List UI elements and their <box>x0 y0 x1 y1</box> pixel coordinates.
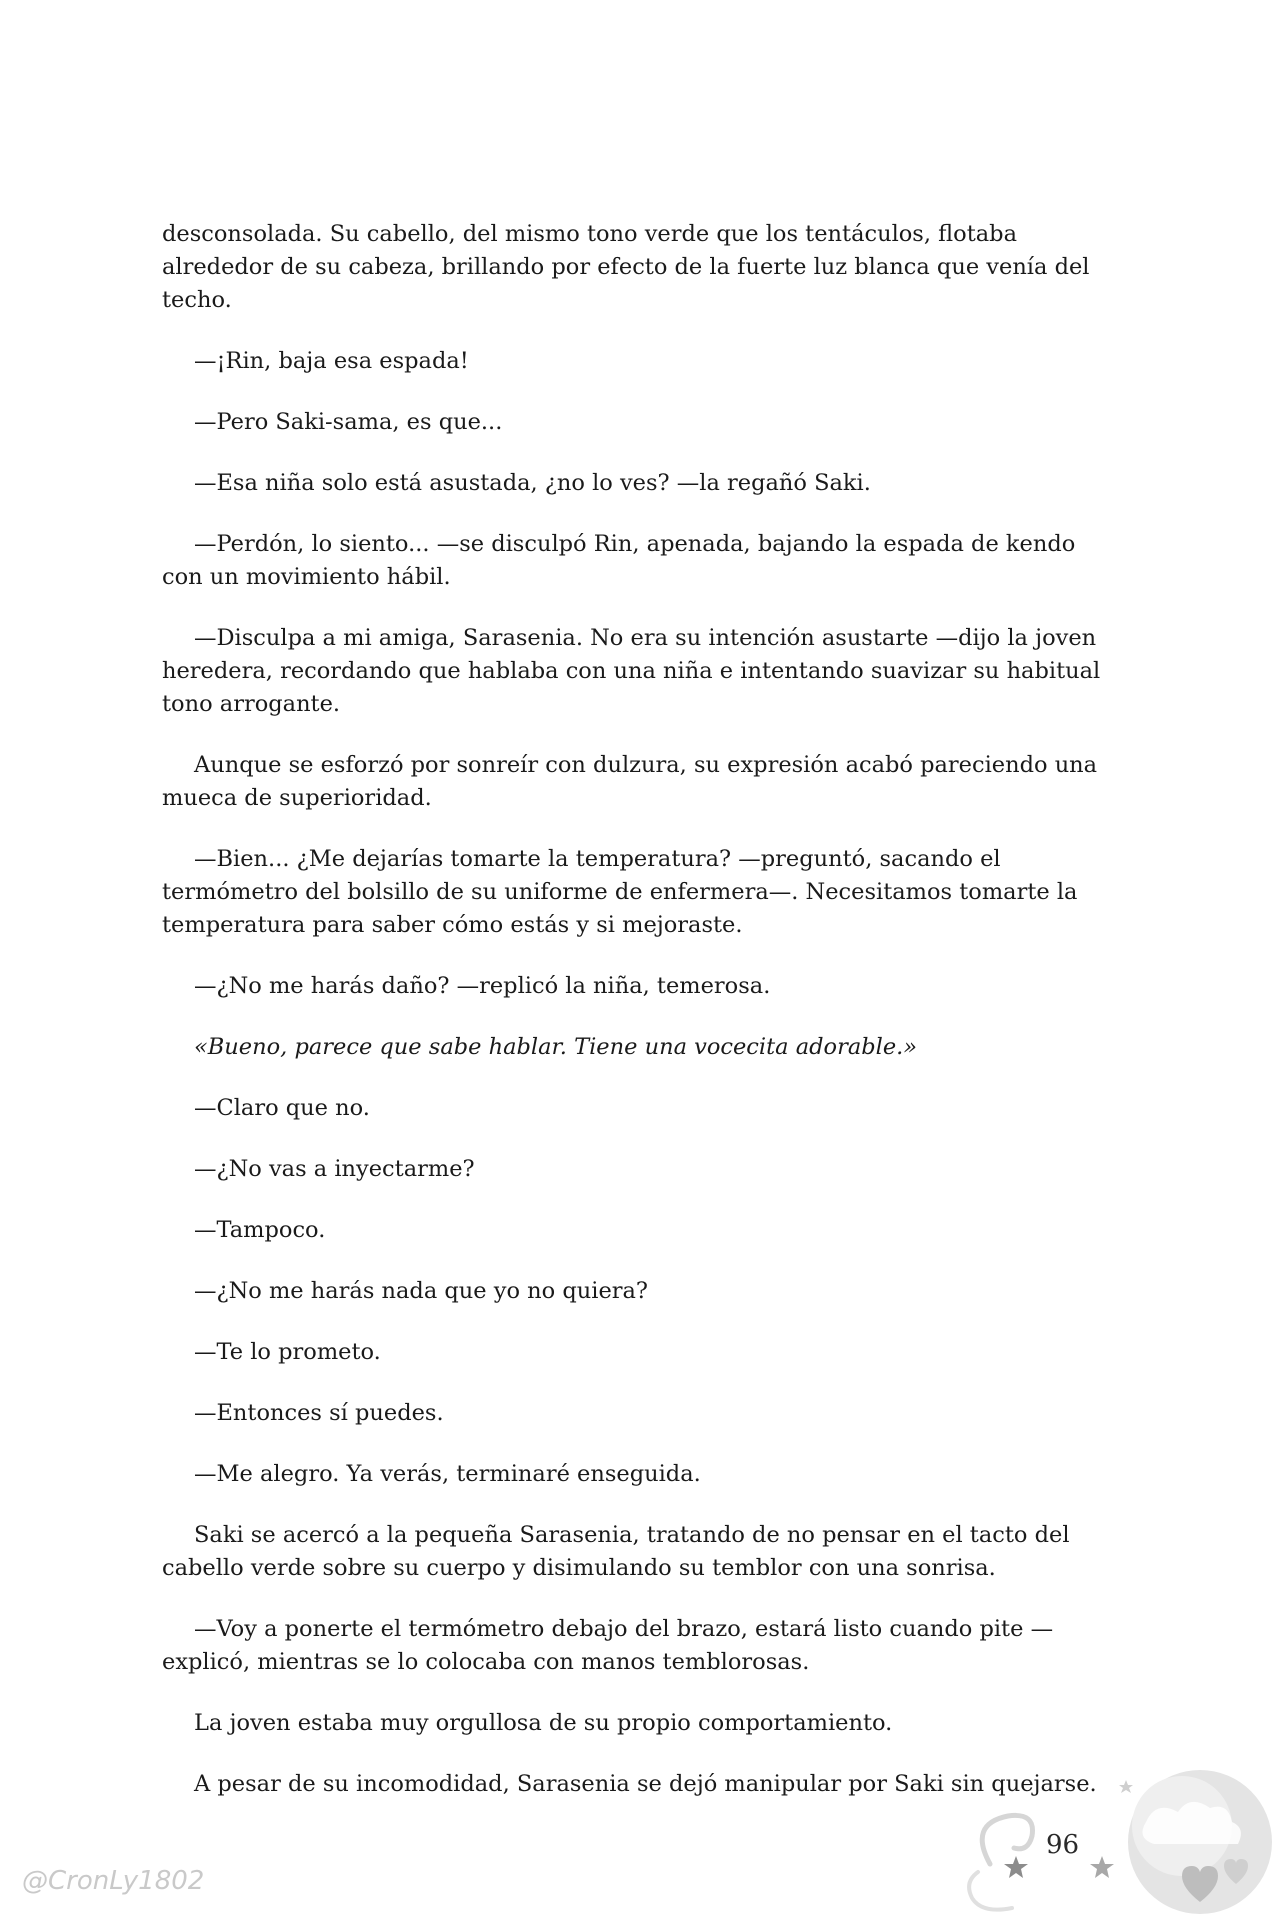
paragraph: «Bueno, parece que sabe hablar. Tiene una vocecita adorable.» <box>194 1034 918 1060</box>
paragraph: —Tampoco. <box>194 1217 326 1243</box>
page-ornament <box>950 1752 1280 1922</box>
paragraph: —¿No me harás nada que yo no quiera? <box>194 1278 648 1304</box>
document-body <box>162 218 1122 1829</box>
paragraph: La joven estaba muy orgullosa de su propio comportamiento. <box>194 1710 893 1736</box>
paragraph: —Te lo prometo. <box>194 1339 381 1365</box>
paragraph: —Bien... ¿Me dejarías tomarte la temperatura? —preguntó, sacando el termómetro del bolsillo de su uniforme de enfermera—. Necesitamos tomarte la temperatura para saber cómo estás y si mejoraste. <box>162 846 1078 938</box>
paragraph: —Claro que no. <box>194 1095 370 1121</box>
paragraph: —Entonces sí puedes. <box>194 1400 444 1426</box>
paragraph: —Esa niña solo está asustada, ¿no lo ves? —la regañó Saki. <box>194 470 871 496</box>
watermark: @CronLy1802 <box>22 1866 205 1896</box>
paragraph: Saki se acercó a la pequeña Sarasenia, tratando de no pensar en el tacto del cabello verde sobre su cuerpo y disimulando su temblor con una sonrisa. <box>162 1522 1070 1581</box>
paragraph: —¿No me harás daño? —replicó la niña, temerosa. <box>194 973 771 999</box>
paragraph: —¿No vas a inyectarme? <box>194 1156 475 1182</box>
swirl-ornament <box>969 1872 1012 1910</box>
paragraph: A pesar de su incomodidad, Sarasenia se dejó manipular por Saki sin quejarse. <box>194 1771 1097 1797</box>
page-number: 96 <box>1046 1830 1080 1860</box>
paragraph: —Pero Saki-sama, es que... <box>194 409 503 435</box>
paragraph: desconsolada. Su cabello, del mismo tono verde que los tentáculos, flotaba alrededor de su cabeza, brillando por efecto de la fuerte luz blanca que venía del techo. <box>162 221 1090 313</box>
paragraph: —Voy a ponerte el termómetro debajo del brazo, estará listo cuando pite —explicó, mientras se lo colocaba con manos temblorosas. <box>162 1616 1054 1675</box>
paragraph: —¡Rin, baja esa espada! <box>194 348 469 374</box>
star-icon <box>1090 1856 1114 1878</box>
star-icon <box>1004 1856 1028 1878</box>
paragraph: —Disculpa a mi amiga, Sarasenia. No era su intención asustarte —dijo la joven heredera, recordando que hablaba con una niña e intentando suavizar su habitual tono arrogante. <box>162 625 1101 717</box>
star-icon <box>1119 1780 1133 1793</box>
paragraph: —Me alegro. Ya verás, terminaré enseguida. <box>194 1461 701 1487</box>
paragraph: —Perdón, lo siento... —se disculpó Rin, apenada, bajando la espada de kendo con un movimiento hábil. <box>162 531 1076 590</box>
paragraph: Aunque se esforzó por sonreír con dulzura, su expresión acabó pareciendo una mueca de superioridad. <box>162 752 1098 811</box>
swirl-ornament <box>982 1815 1032 1864</box>
